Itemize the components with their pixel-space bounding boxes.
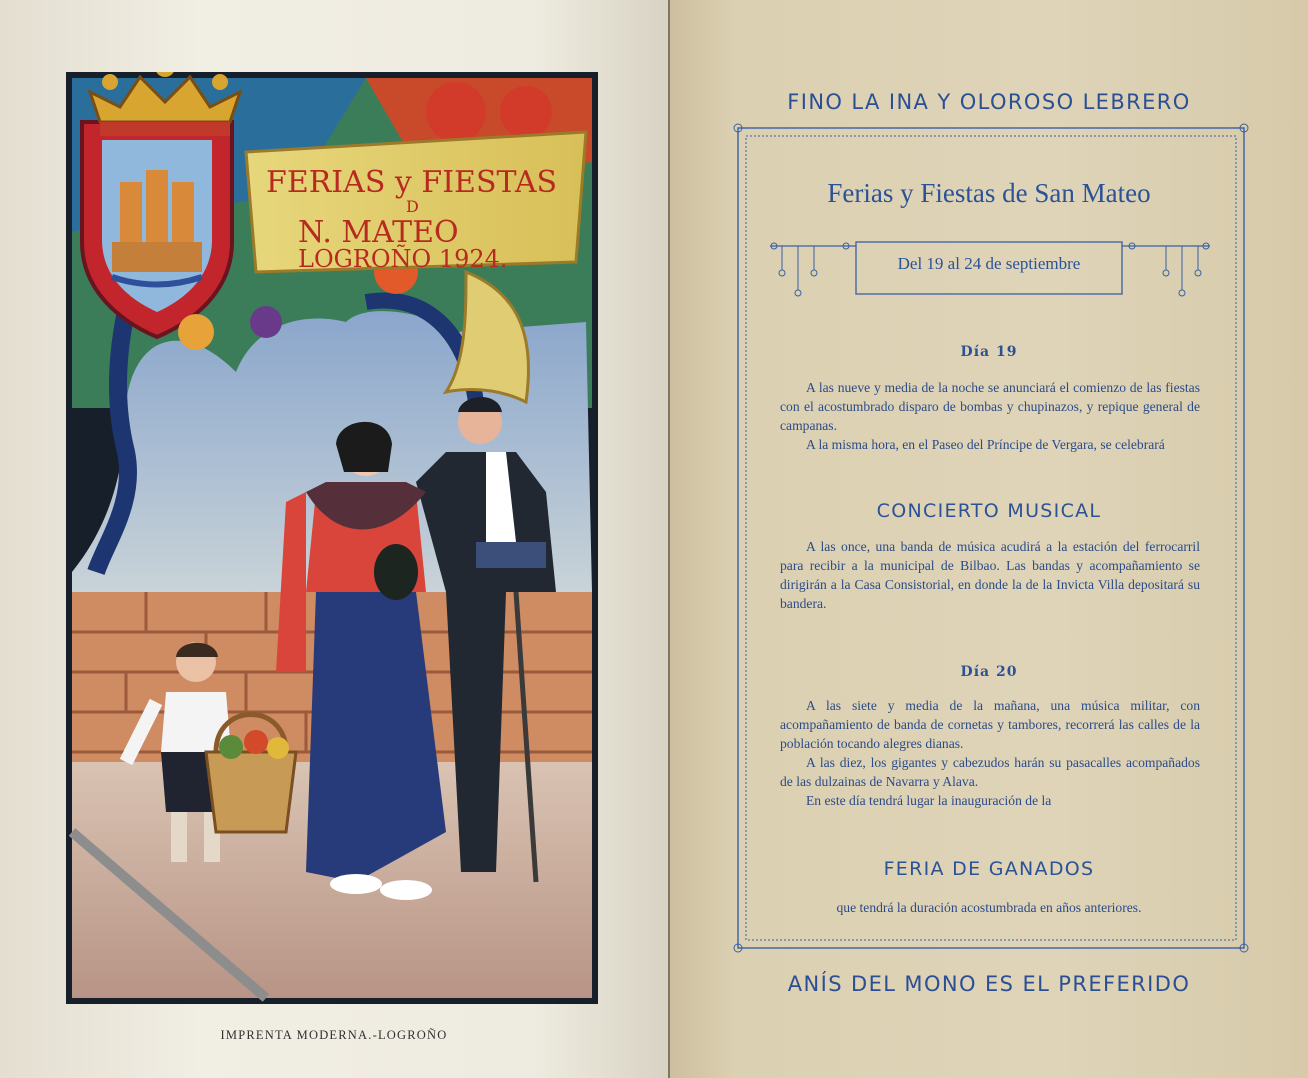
event-concierto: CONCIERTO MUSICAL	[876, 500, 1102, 522]
day-19-paragraph-2: A la misma hora, en el Paseo del Príncipe de Vergara, se celebrará	[806, 437, 1165, 452]
banner-line-2: D	[406, 197, 419, 216]
day-19-paragraph-3: A las once, una banda de música acudirá a la estación del ferrocarril para recibir a la municipal de Bilbao. Las bandas y acompañamiento se dirigirán a la Casa Consistorial, en donde la de la Invicta Villa depositará su bandera.	[780, 539, 1200, 611]
banner-line-3: N. MATEO	[298, 215, 459, 250]
printer-imprint: IMPRENTA MODERNA.-LOGROÑO	[220, 1028, 448, 1042]
banner-line-4: LOGROÑO 1924.	[298, 245, 508, 273]
day-19-paragraph-1: A las nueve y media de la noche se anunciará el comienzo de las fiestas con el acostumbrado disparo de bombas y chupinazos, y repique general de campanas.	[780, 380, 1200, 433]
program-dates: Del 19 al 24 de septiembre	[897, 254, 1081, 273]
ad-top: FINO LA INA Y OLOROSO LEBRERO	[787, 90, 1191, 114]
day-20-note: que tendrá la duración acostumbrada en años anteriores.	[836, 900, 1142, 915]
day-19-text	[780, 378, 1200, 454]
day-20-heading: Día 20	[960, 664, 1018, 680]
banner-line-1: FERIAS y FIESTAS	[266, 165, 558, 200]
day-19-heading: Día 19	[960, 344, 1018, 360]
day-19-text-2	[780, 537, 1200, 613]
day-20-paragraph-2: A las diez, los gigantes y cabezudos harán su pasacalles acompañados de las dulzainas de Navarra y Alava.	[780, 755, 1200, 789]
program-page	[670, 0, 1308, 1078]
program-title: Ferias y Fiestas de San Mateo	[827, 178, 1151, 208]
event-feria-ganados: FERIA DE GANADOS	[883, 858, 1095, 880]
day-20-text	[780, 696, 1200, 810]
day-20-paragraph-1: A las siete y media de la mañana, una música militar, con acompañamiento de banda de cornetas y tambores, recorrerá las calles de la población tocando alegres dianas.	[780, 698, 1200, 751]
cover-illustration	[66, 72, 598, 1004]
ad-bottom: ANÍS DEL MONO ES EL PREFERIDO	[787, 972, 1191, 996]
day-20-paragraph-3: En este día tendrá lugar la inauguración de la	[806, 793, 1052, 808]
basket	[206, 715, 296, 833]
